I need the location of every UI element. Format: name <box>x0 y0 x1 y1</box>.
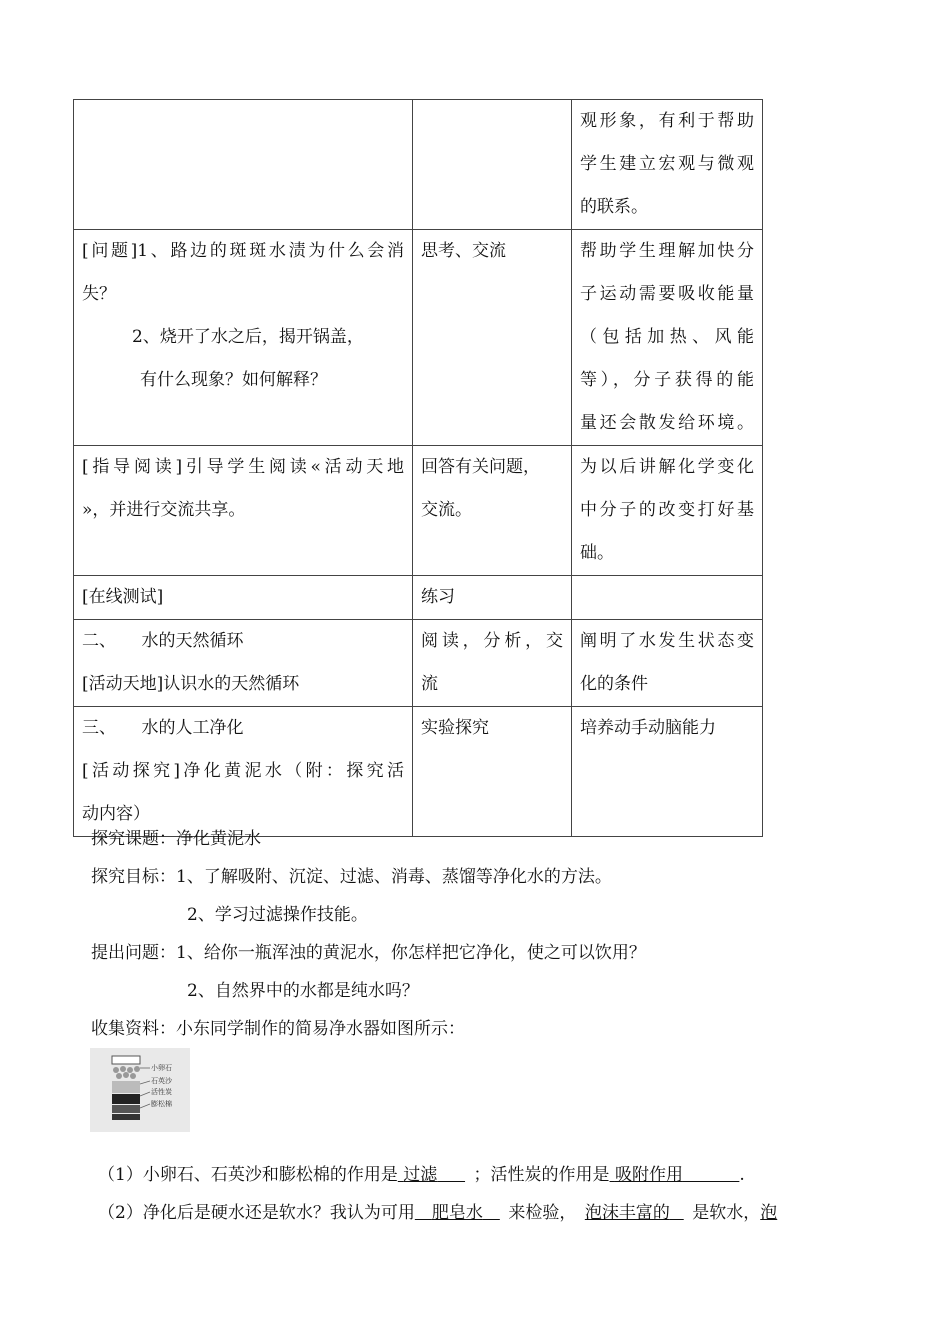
inquiry-goal-2: 2、学习过滤操作技能。 <box>187 905 368 925</box>
cell-line: 2、烧开了水之后，揭开锅盖， <box>132 327 364 347</box>
answer-blank: 吸附作用 <box>614 1165 683 1185</box>
question-text: 是软水， <box>692 1203 761 1223</box>
question-text: （1）小卵石、石英沙和膨松棉的作用是 <box>98 1165 398 1185</box>
cell-line: 阅读，分析，交 <box>421 631 563 651</box>
cell-line: »，并进行交流共享。 <box>82 500 246 520</box>
cell-student <box>413 620 572 707</box>
cell-line: 三、 水的人工净化 <box>82 718 244 738</box>
question-text: 来检验， <box>508 1203 577 1223</box>
inquiry-text <box>91 820 891 1048</box>
cell-line: 学生建立宏观与微观 <box>580 154 754 174</box>
cell-intent <box>572 100 763 230</box>
inquiry-question-1: 提出问题：1、给你一瓶浑浊的黄泥水，你怎样把它净化，使之可以饮用？ <box>91 943 646 963</box>
question-answers <box>98 1156 878 1232</box>
table-row <box>74 576 763 620</box>
cell-line: 观形象，有利于帮助 <box>580 111 754 131</box>
water-filter-figure <box>90 1048 190 1132</box>
table-row <box>74 100 763 230</box>
cell-teacher <box>74 100 413 230</box>
cell-line: 流 <box>421 674 438 694</box>
answer-blank: 泡 <box>760 1203 778 1223</box>
table-row <box>74 446 763 576</box>
answer-blank: 过滤 <box>403 1165 438 1185</box>
question-2 <box>98 1194 878 1232</box>
cell-line: 阐明了水发生状态变 <box>580 631 754 651</box>
lesson-table <box>73 99 763 837</box>
cell-line: [活动探究]净化黄泥水（附：探究活 <box>82 761 404 781</box>
cell-line: 帮助学生理解加快分 <box>580 241 754 261</box>
cell-line: 中分子的改变打好基 <box>580 500 754 520</box>
cell-line: （包括加热、风能 <box>580 327 754 347</box>
cell-line: 为以后讲解化学变化 <box>580 457 754 477</box>
cell-intent <box>572 620 763 707</box>
cell-intent <box>572 446 763 576</box>
water-filter-diagram <box>90 1048 190 1132</box>
cell-line: 等），分子获得的能 <box>580 370 754 390</box>
cell-teacher <box>74 576 413 620</box>
cell-teacher <box>74 230 413 446</box>
cell-line: [活动天地]认识水的天然循环 <box>82 674 300 694</box>
cell-line: 础。 <box>580 543 614 563</box>
cell-line: 培养动手动脑能力 <box>580 718 716 738</box>
cell-line: [在线测试] <box>82 587 164 607</box>
figure-label: 活性炭 <box>151 1088 172 1096</box>
inquiry-goal-1: 探究目标：1、了解吸附、沉淀、过滤、消毒、蒸馏等净化水的方法。 <box>91 867 612 887</box>
figure-label: 石英沙 <box>151 1077 172 1085</box>
inquiry-collect: 收集资料：小东同学制作的简易净水器如图所示： <box>91 1019 465 1039</box>
answer-blank: 肥皂水 <box>431 1203 483 1223</box>
cell-intent <box>572 230 763 446</box>
cell-line: 二、 水的天然循环 <box>82 631 244 651</box>
cell-line: 思考、交流 <box>421 241 506 261</box>
question-text: . <box>739 1165 745 1185</box>
cell-teacher <box>74 446 413 576</box>
inquiry-question-2: 2、自然界中的水都是纯水吗？ <box>187 981 419 1001</box>
table-row <box>74 230 763 446</box>
cell-student <box>413 100 572 230</box>
table-row <box>74 620 763 707</box>
cell-student <box>413 707 572 837</box>
cell-intent <box>572 707 763 837</box>
cell-line: 的联系。 <box>580 197 648 217</box>
cell-student <box>413 230 572 446</box>
figure-label: 膨松棉 <box>151 1100 172 1108</box>
cell-teacher <box>74 707 413 837</box>
cell-line: 实验探究 <box>421 718 489 738</box>
table-row <box>74 707 763 837</box>
cell-student <box>413 446 572 576</box>
answer-blank: 泡沫丰富的 <box>584 1203 670 1223</box>
cell-line: [问题]1、路边的斑斑水渍为什么会消 <box>82 241 404 261</box>
cell-student <box>413 576 572 620</box>
cell-line: 练习 <box>421 587 455 607</box>
cell-line: 化的条件 <box>580 674 648 694</box>
inquiry-topic: 探究课题：净化黄泥水 <box>91 829 261 849</box>
cell-teacher <box>74 620 413 707</box>
cell-line: [指导阅读]引导学生阅读«活动天地 <box>82 457 404 477</box>
cell-line: 有什么现象？如何解释？ <box>140 370 327 390</box>
question-text: （2）净化后是硬水还是软水？我认为可用 <box>98 1203 415 1223</box>
cell-line: 动内容） <box>82 804 150 824</box>
cell-line: 回答有关问题， <box>421 457 540 477</box>
cell-intent <box>572 576 763 620</box>
figure-label: 小卵石 <box>151 1064 172 1072</box>
cell-line: 失？ <box>82 284 116 304</box>
cell-line: 量还会散发给环境。 <box>580 413 754 433</box>
question-1 <box>98 1156 878 1194</box>
cell-line: 交流。 <box>421 500 472 520</box>
question-text: ；活性炭的作用是 <box>473 1165 610 1185</box>
cell-line: 子运动需要吸收能量 <box>580 284 754 304</box>
